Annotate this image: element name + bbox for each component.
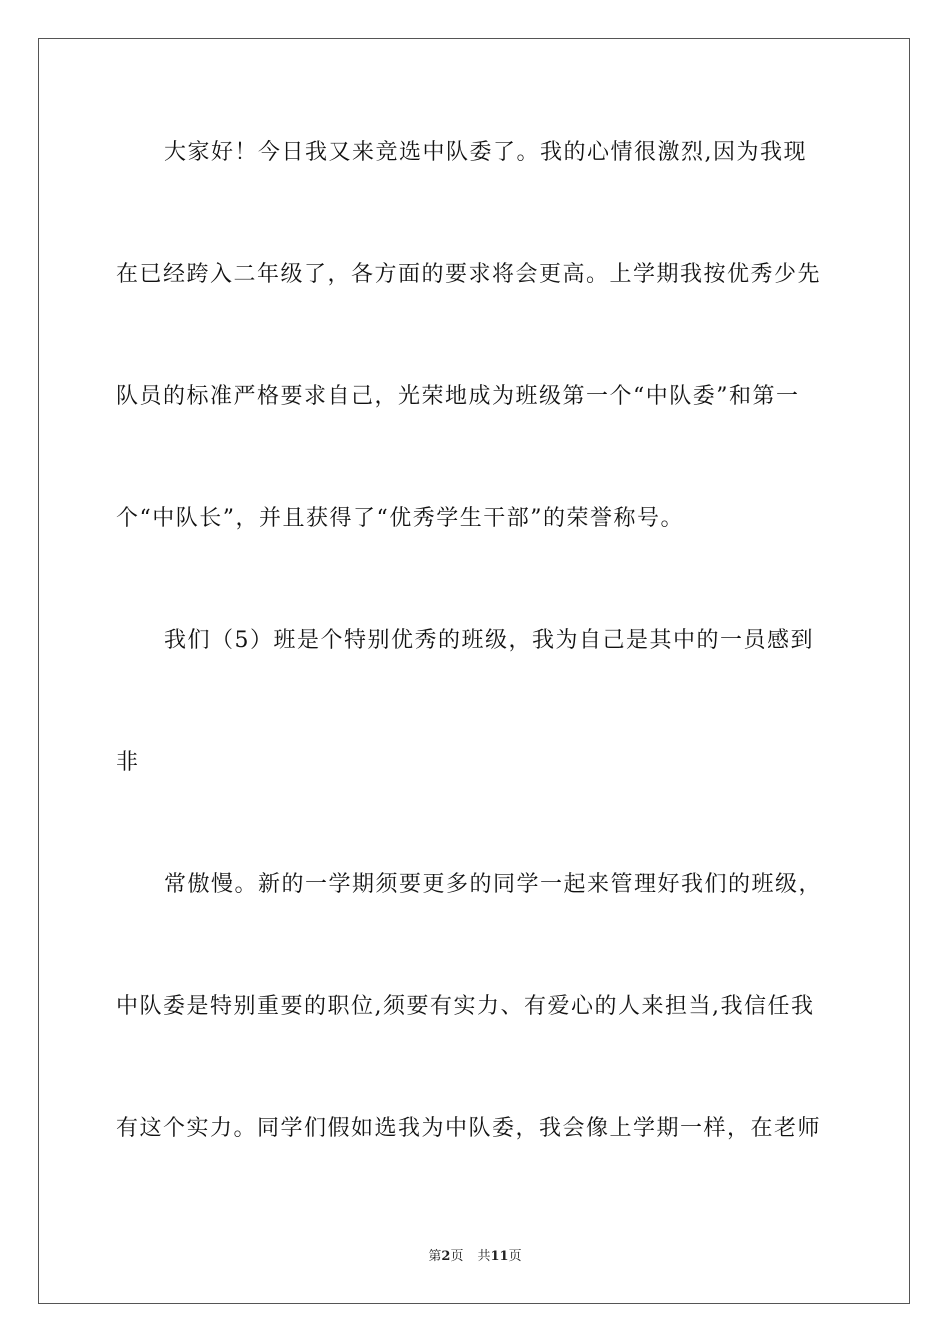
paragraph-3-line-2: 中队委是特别重要的职位,须要有实力、有爱心的人来担当,我信任我 (116, 994, 815, 1019)
page-unit: 页 (450, 1249, 464, 1264)
total-pages: 11 (490, 1249, 509, 1264)
paragraph-1-line-4: 个“中队长”，并且获得了“优秀学生干部”的荣誉称号。 (116, 506, 684, 531)
paragraph-2-line-1: 我们（5）班是个特别优秀的班级，我为自己是其中的一员感到 (164, 628, 814, 653)
paragraph-1-line-1: 大家好！今日我又来竞选中队委了。我的心情很激烈,因为我现 (164, 140, 807, 165)
paragraph-3-line-3: 有这个实力。同学们假如选我为中队委，我会像上学期一样，在老师 (116, 1116, 822, 1141)
page-footer (0, 1248, 950, 1266)
total-prefix: 共 (477, 1249, 491, 1264)
paragraph-2-line-2: 非 (116, 750, 140, 775)
paragraph-1-line-2: 在已经跨入二年级了，各方面的要求将会更高。上学期我按优秀少先 (116, 262, 822, 287)
page-number: 2 (441, 1249, 451, 1264)
paragraph-3-line-1: 常傲慢。新的一学期须要更多的同学一起来管理好我们的班级， (164, 872, 823, 897)
page-prefix: 第 (428, 1249, 442, 1264)
total-unit: 页 (508, 1249, 522, 1264)
paragraph-1-line-3: 队员的标准严格要求自己，光荣地成为班级第一个“中队委”和第一 (116, 384, 800, 409)
